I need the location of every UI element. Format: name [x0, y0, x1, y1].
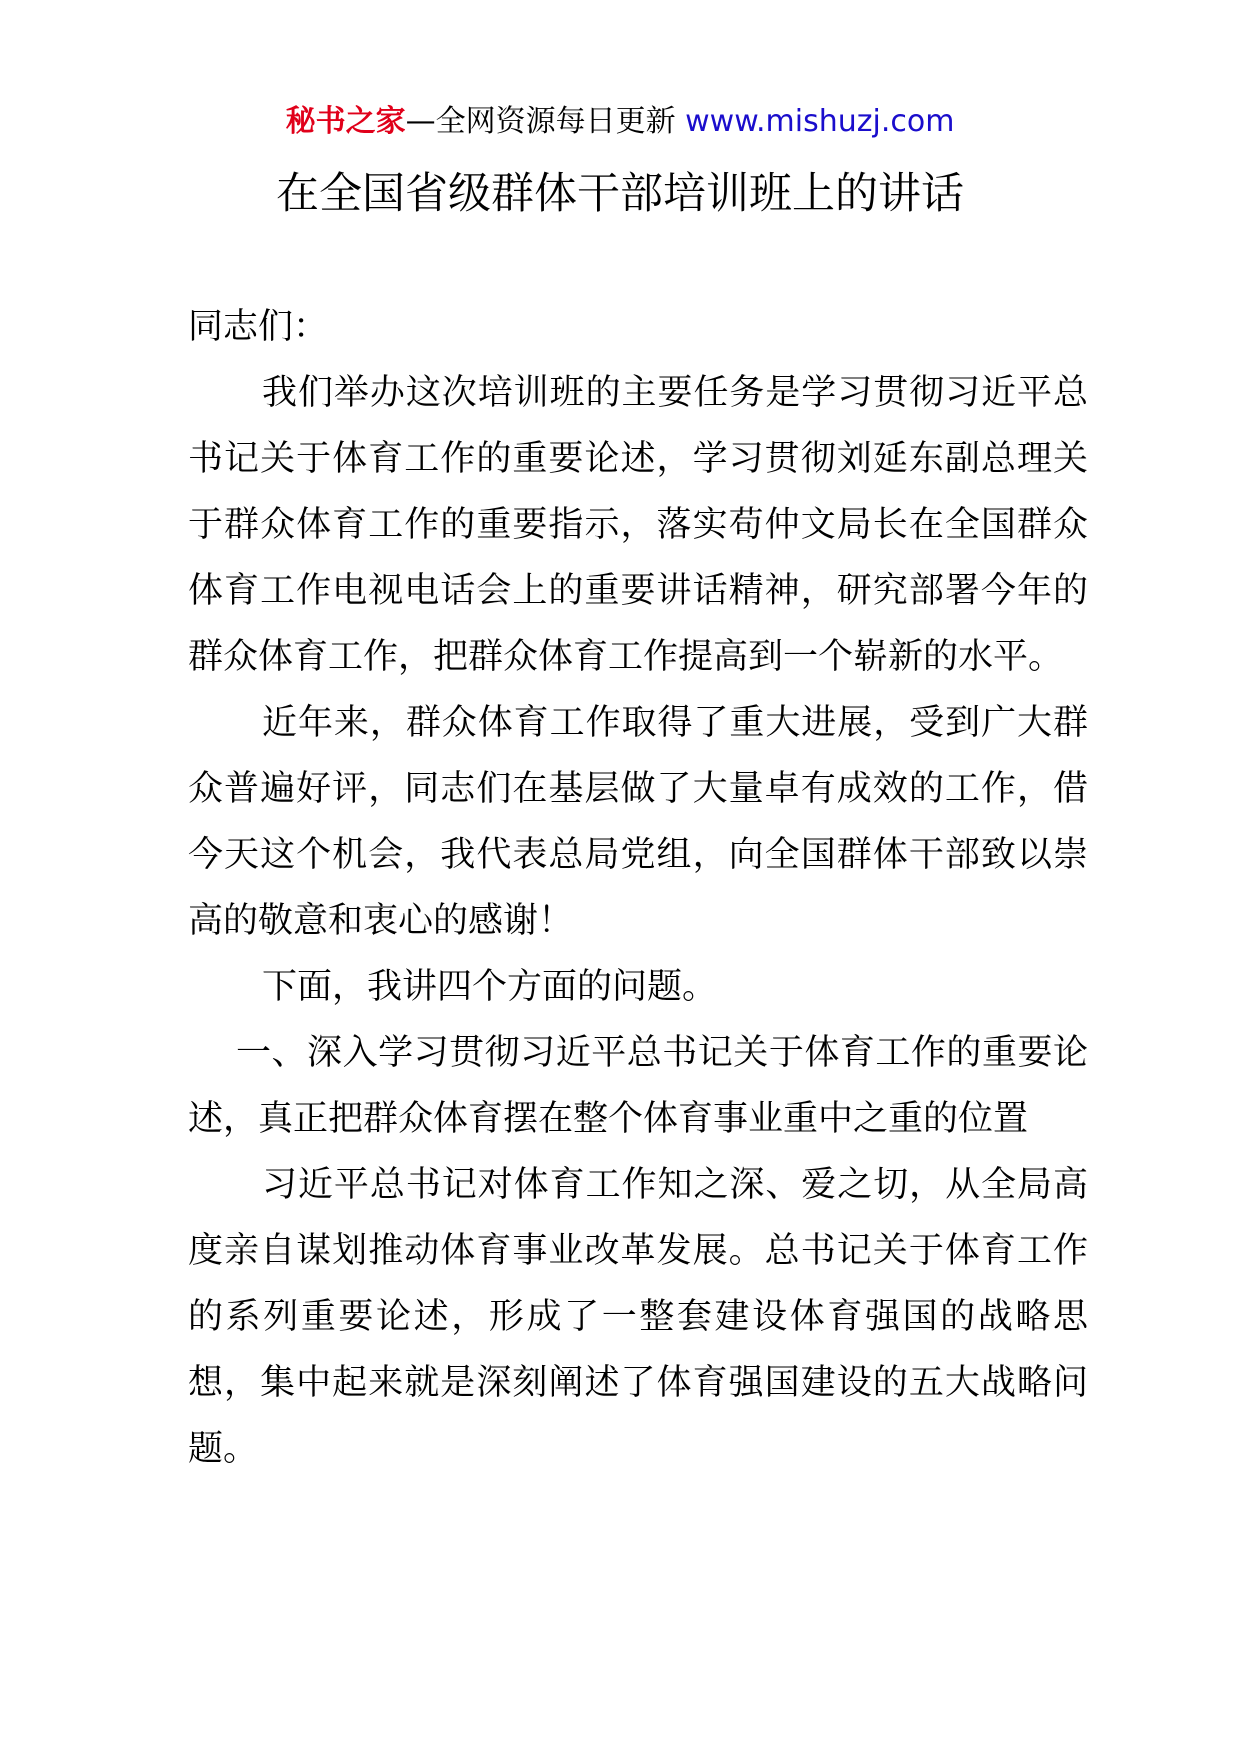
- body-paragraph: 我们举办这次培训班的主要任务是学习贯彻习近平总书记关于体育工作的重要论述，学习贯彻刘延东副总理关于群众体育工作的重要指示，落实苟仲文局长在全国群众体育工作电视电话会上的重要讲话精神，研究部署今年的群众体育工作，把群众体育工作提高到一个崭新的水平。: [188, 373, 1088, 677]
- site-header: [0, 100, 1240, 144]
- site-brand: 秘书之家: [285, 104, 406, 139]
- body-paragraph: 下面，我讲四个方面的问题。: [262, 967, 718, 1007]
- body-paragraph: 习近平总书记对体育工作知之深、爱之切，从全局高度亲自谋划推动体育事业改革发展。总书记关于体育工作的系列重要论述，形成了一整套建设体育强国的战略思想，集中起来就是深刻阐述了体育强国建设的五大战略问题。: [188, 1165, 1088, 1469]
- site-tagline: —全网资源每日更新: [405, 104, 676, 139]
- site-url-link[interactable]: www.mishuzj.com: [685, 104, 955, 139]
- body-paragraph: 近年来，群众体育工作取得了重大进展，受到广大群众普遍好评，同志们在基层做了大量卓有成效的工作，借今天这个机会，我代表总局党组，向全国群体干部致以崇高的敬意和衷心的感谢！: [188, 703, 1088, 941]
- greeting: 同志们：: [188, 307, 329, 347]
- document-title: 在全国省级群体干部培训班上的讲话: [276, 169, 964, 219]
- section-heading: 一、深入学习贯彻习近平总书记关于体育工作的重要论述，真正把群众体育摆在整个体育事业重中之重的位置: [188, 1033, 1088, 1139]
- document-body: [188, 294, 1088, 1482]
